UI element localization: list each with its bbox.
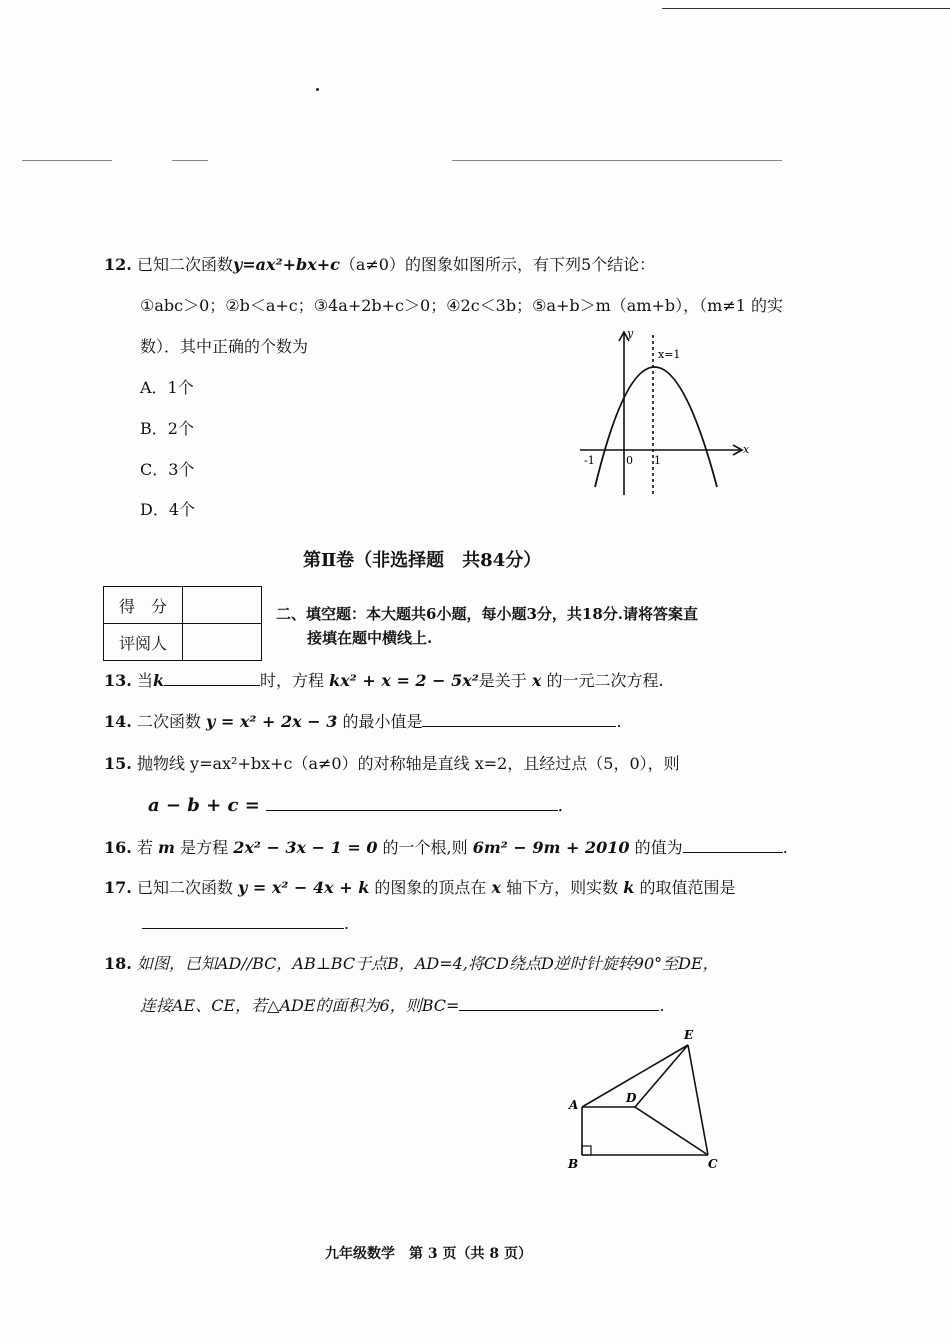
q15-end: .	[557, 795, 564, 816]
right-angle-mark	[582, 1146, 591, 1155]
score-cell	[183, 587, 262, 624]
segment-CE	[688, 1045, 708, 1155]
q15-answer-blank[interactable]	[266, 796, 558, 811]
q15-line2	[148, 795, 563, 816]
q17-x: x	[491, 878, 502, 897]
q12-stem-b: 的图象如图所示，有下列5个结论：	[405, 255, 656, 274]
q17-a: 已知二次函数	[136, 878, 233, 897]
q17-equation: y = x² − 4x + k	[238, 878, 370, 897]
symmetry-label: x=1	[658, 348, 681, 361]
q12-number: 12.	[104, 255, 132, 274]
q12-parabola-graph	[575, 325, 760, 500]
q12-line1	[104, 252, 655, 275]
q14-equation: y = x² + 2x − 3	[206, 712, 338, 731]
label-A: A	[569, 1098, 579, 1112]
score-table	[103, 586, 262, 661]
q17-answer-line	[142, 914, 349, 933]
section2-instruction-2: 接填在题中横线上.	[307, 629, 433, 647]
q15-line1	[104, 751, 680, 774]
top-rule	[662, 8, 950, 9]
q13-equation: kx² + x = 2 − 5x²	[329, 671, 479, 690]
q17-end: .	[344, 914, 350, 933]
label-C: C	[708, 1157, 718, 1171]
q14	[104, 709, 622, 732]
q13-x: x	[531, 671, 542, 690]
q13-d: 的一元二次方程.	[546, 671, 664, 690]
q13-number: 13.	[104, 671, 132, 690]
q16-c: 的一个根,则	[382, 838, 468, 857]
grader-label: 评阅人	[104, 624, 183, 661]
x-axis-label: x	[743, 443, 750, 456]
label-E: E	[684, 1028, 694, 1042]
q12-option-c: C．3个	[140, 460, 195, 479]
q18-line1	[104, 951, 719, 974]
q12-option-a: A．1个	[140, 378, 194, 397]
header-rule-3	[452, 160, 782, 161]
q17-b: 的图象的顶点在	[374, 878, 487, 897]
q18-line2	[140, 993, 665, 1016]
q15-expression: a − b + c =	[148, 795, 260, 816]
segment-DC	[635, 1107, 708, 1155]
q12-cont: 数）．其中正确的个数为	[140, 337, 309, 356]
q17-number: 17.	[104, 878, 132, 897]
q13-c: 是关于	[478, 671, 527, 690]
q16	[104, 835, 788, 858]
q16-b: 是方程	[180, 838, 229, 857]
q17-c: 轴下方，则实数	[506, 878, 619, 897]
q12-stem-a: 已知二次函数	[136, 255, 233, 274]
parabola-curve	[595, 367, 717, 487]
grader-cell	[183, 624, 262, 661]
q13-answer-blank[interactable]	[164, 671, 260, 686]
segment-DE	[635, 1045, 688, 1107]
header-rule-2	[172, 160, 208, 161]
q13-b: 时，方程	[260, 671, 325, 690]
q13-k: k	[152, 671, 165, 690]
q16-a: 若	[136, 838, 153, 857]
q12-func: y=ax²+bx+c	[232, 255, 340, 274]
q14-end: .	[616, 712, 622, 731]
header-rule-1	[22, 160, 112, 161]
q16-equation2: 6m² − 9m + 2010	[472, 838, 630, 857]
q16-equation1: 2x² − 3x − 1 = 0	[233, 838, 378, 857]
y-axis-label: y	[627, 327, 634, 340]
label-D: D	[626, 1091, 637, 1105]
tick-1-label: 1	[654, 454, 661, 467]
q16-d: 的值为	[634, 838, 683, 857]
q14-number: 14.	[104, 712, 132, 731]
q15-number: 15.	[104, 754, 132, 773]
q18-text1: 如图，已知AD//BC，AB⊥BC于点B，AD=4,将CD绕点D逆时针旋转90°至DE，	[136, 954, 719, 973]
q12-conclusions: ①abc＞0；②b＜a+c；③4a+2b+c＞0；④2c＜3b；⑤a+b＞m（am+b），（m≠1 的实	[140, 296, 784, 315]
page-footer: 九年级数学 第 3 页（共 8 页）	[325, 1246, 532, 1262]
q14-b: 的最小值是	[342, 712, 423, 731]
q14-a: 二次函数	[136, 712, 201, 731]
q16-answer-blank[interactable]	[683, 838, 783, 853]
q15-text: 抛物线 y=ax²+bx+c（a≠0）的对称轴是直线 x=2，且经过点（5，0），则	[136, 754, 680, 773]
q16-number: 16.	[104, 838, 132, 857]
q16-end: .	[782, 838, 788, 857]
q17	[104, 875, 735, 898]
q13	[104, 668, 664, 691]
q17-answer-blank[interactable]	[142, 914, 344, 929]
q17-d: 的取值范围是	[639, 878, 736, 897]
section2-heading: 第Ⅱ卷（非选择题 共84分）	[303, 550, 542, 571]
label-B: B	[568, 1157, 579, 1171]
score-label: 得 分	[104, 587, 183, 624]
q18-number: 18.	[104, 954, 132, 973]
tick-neg1-label: -1	[584, 454, 595, 467]
q18-end: .	[659, 996, 665, 1015]
q17-k: k	[623, 878, 635, 897]
q18-figure	[560, 1025, 735, 1175]
q13-a: 当	[136, 671, 153, 690]
q18-text2: 连接AE、CE，若△ADE的面积为6，则BC=	[140, 996, 460, 1015]
q14-answer-blank[interactable]	[422, 712, 616, 727]
q12-option-b: B．2个	[140, 419, 194, 438]
scan-dot	[316, 88, 319, 91]
section2-instruction-1: 二、填空题：本大题共6小题，每小题3分，共18分.请将答案直	[276, 605, 698, 623]
origin-label: 0	[626, 454, 633, 467]
q12-cond: （a≠0）	[339, 255, 405, 274]
q18-answer-blank[interactable]	[459, 996, 659, 1011]
q16-m: m	[158, 838, 175, 857]
q12-option-d: D．4个	[140, 500, 196, 519]
